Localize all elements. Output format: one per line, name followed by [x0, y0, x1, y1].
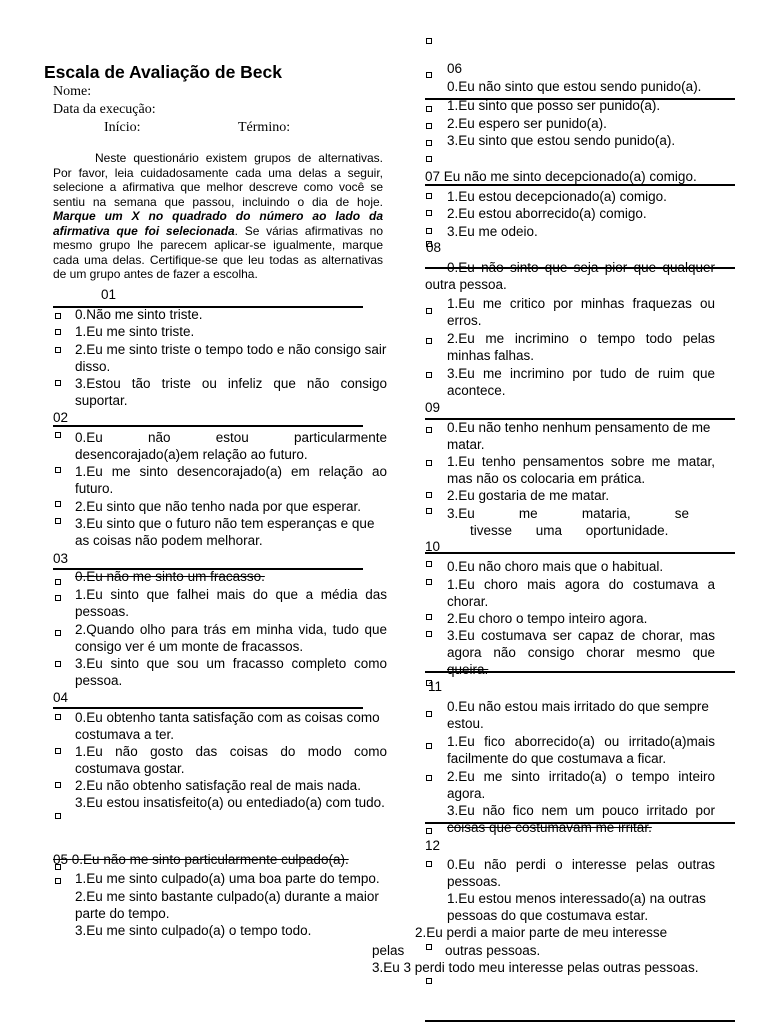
option-10-2: 2.Eu choro o tempo inteiro agora. [447, 611, 648, 626]
group-11-number: 11 [428, 679, 443, 694]
option-07-0-text: Eu não me sinto decepcionado(a) comigo. [443, 169, 697, 184]
group-01-number: 01 [101, 287, 117, 302]
option-10-0: 0.Eu não choro mais que o habitual. [447, 559, 664, 574]
group-05-number: 05 [53, 852, 69, 867]
option-09-3-cont: tivesse uma oportunidade. [470, 523, 669, 538]
name-label: Nome: [53, 84, 92, 99]
option-11-1-cont: facilmente do que costumava a ficar. [447, 751, 667, 766]
checkbox-05-1[interactable] [55, 878, 61, 884]
group-10-number: 10 [425, 539, 441, 554]
checkbox-01-1[interactable] [55, 329, 61, 335]
option-04-0: 0.Eu obtenho tanta satisfação com as coisas como [75, 710, 380, 725]
option-05-2-cont: parte do tempo. [75, 906, 170, 921]
option-02-0: 0.Eu não estou particularmente [75, 430, 387, 445]
option-08-1: 1.Eu me critico por minhas fraquezas ou [447, 296, 715, 311]
option-01-2-cont: disso. [75, 359, 111, 374]
instructions-bold: Marque um X no quadrado do número ao lado da afirmativa que foi selecionada [53, 209, 383, 238]
option-01-3-cont: suportar. [75, 393, 128, 408]
checkbox-06-4[interactable] [426, 156, 432, 162]
divider [425, 671, 735, 673]
divider [425, 184, 735, 186]
option-12-0-cont: pessoas. [447, 874, 502, 889]
checkbox-11-1[interactable] [426, 743, 432, 749]
checkbox-01-2[interactable] [55, 347, 61, 353]
divider [53, 425, 363, 427]
option-09-0: 0.Eu não tenho nenhum pensamento de me [447, 420, 711, 435]
option-12-1-cont: pessoas do que costumava estar. [447, 908, 649, 923]
checkbox-04-2[interactable] [55, 782, 61, 788]
option-01-0: 0.Não me sinto triste. [75, 307, 203, 322]
option-07-0 [425, 169, 697, 185]
checkbox-07-3[interactable] [426, 228, 432, 234]
option-05-0 [53, 852, 349, 868]
checkbox-09-1[interactable] [426, 460, 432, 466]
option-10-1: 1.Eu choro mais agora do costumava a [447, 577, 715, 592]
instructions [53, 151, 383, 282]
option-02-2: 2.Eu sinto que não tenho nada por que esperar. [75, 499, 361, 514]
option-09-3: 3.Eu me mataria, se [447, 506, 689, 521]
group-12-number: 12 [425, 838, 441, 853]
option-03-1: 1.Eu sinto que falhei mais do que a média das [75, 587, 387, 602]
option-04-2: 2.Eu não obtenho satisfação real de mais nada. [75, 778, 361, 793]
checkbox-10-3[interactable] [426, 631, 432, 637]
checkbox-03-1[interactable] [55, 595, 61, 601]
instructions-text: Neste questionário existem grupos de alternativas. Por favor, leia cuidadosamente cada uma delas a seguir, selecione a afirmativa que melhor descreve como você se sentiu na semana que passou, incluindo o dia de hoje. [53, 151, 383, 209]
group-09-number: 09 [425, 400, 441, 415]
option-11-0: 0.Eu não estou mais irritado do que sempre [447, 699, 709, 714]
checkbox-11-0[interactable] [426, 711, 432, 717]
checkbox-05-0[interactable] [55, 864, 61, 870]
option-11-3-cont: coisas que costumavam me irritar. [447, 820, 652, 835]
option-08-3: 3.Eu me incrimino por tudo de ruim que [447, 366, 715, 381]
option-03-1-cont: pessoas. [75, 604, 130, 619]
checkbox-06-3[interactable] [426, 140, 432, 146]
option-04-1: 1.Eu não gosto das coisas do modo como [75, 744, 387, 759]
checkbox-03-3[interactable] [55, 661, 61, 667]
option-12-3: 3.Eu 3 perdi todo meu interesse pelas outras pessoas. [372, 960, 699, 975]
checkbox-03-2[interactable] [55, 630, 61, 636]
checkbox-07-2[interactable] [426, 210, 432, 216]
end-label: Término: [238, 120, 291, 135]
date-label: Data da execução: [53, 102, 156, 117]
checkbox-12-0[interactable] [426, 861, 432, 867]
option-03-2: 2.Quando olho para trás em minha vida, tudo que [75, 622, 387, 637]
checkbox-04-3[interactable] [55, 813, 61, 819]
checkbox-06-1[interactable] [426, 106, 432, 112]
option-01-1: 1.Eu me sinto triste. [75, 324, 195, 339]
option-12-2-cont: pelas [372, 943, 405, 958]
option-08-0: 0.Eu não sinto que seja pior que qualquer [447, 260, 715, 275]
checkbox-06-2[interactable] [426, 123, 432, 129]
option-05-2: 2.Eu me sinto bastante culpado(a) durante a maior [75, 889, 379, 904]
checkbox-12-2[interactable] [426, 944, 432, 950]
option-10-3-cont2: queira. [447, 662, 489, 677]
checkbox-12-3[interactable] [426, 978, 432, 984]
option-06-3: 3.Eu sinto que estou sendo punido(a). [447, 133, 676, 148]
option-12-2: 2.Eu perdi a maior parte de meu interesse [415, 925, 668, 940]
option-06-2: 2.Eu espero ser punido(a). [447, 116, 607, 131]
option-08-0-cont: outra pessoa. [425, 277, 507, 292]
checkbox-11-3[interactable] [426, 828, 432, 834]
option-09-2: 2.Eu gostaria de me matar. [447, 488, 610, 503]
option-04-0-cont: costumava a ter. [75, 727, 175, 742]
divider [425, 1020, 735, 1022]
checkbox-04-0[interactable] [55, 714, 61, 720]
option-08-1-cont: erros. [447, 313, 482, 328]
option-01-2: 2.Eu me sinto triste o tempo todo e não consigo sair [75, 342, 387, 357]
checkbox-10-0[interactable] [426, 561, 432, 567]
checkbox-10-1[interactable] [426, 579, 432, 585]
option-11-3: 3.Eu não fico nem um pouco irritado por [447, 803, 715, 818]
divider [425, 822, 735, 824]
checkbox-08-2[interactable] [426, 338, 432, 344]
group-02-number: 02 [53, 410, 69, 425]
option-03-3: 3.Eu sinto que sou um fracasso completo como [75, 656, 387, 671]
checkbox-02-0[interactable] [55, 432, 61, 438]
option-09-0-cont: matar. [447, 437, 485, 452]
group-03-number: 03 [53, 551, 69, 566]
checkbox-02-3[interactable] [55, 518, 61, 524]
checkbox-03-0[interactable] [55, 579, 61, 585]
option-05-1: 1.Eu me sinto culpado(a) uma boa parte do tempo. [75, 871, 380, 886]
option-09-1: 1.Eu tenho pensamentos sobre me matar, [447, 454, 715, 469]
option-02-1-cont: futuro. [75, 481, 114, 496]
checkbox-02-2[interactable] [55, 501, 61, 507]
option-03-3-cont: pessoa. [75, 673, 123, 688]
option-11-2: 2.Eu me sinto irritado(a) o tempo inteiro [447, 769, 715, 784]
checkbox-09-2[interactable] [426, 492, 432, 498]
checkbox-08-3[interactable] [426, 372, 432, 378]
group-04-number: 04 [53, 690, 69, 705]
option-10-3: 3.Eu costumava ser capaz de chorar, mas [447, 628, 715, 643]
checkbox-09-0[interactable] [426, 427, 432, 433]
option-02-3: 3.Eu sinto que o futuro não tem esperanças e que [75, 516, 375, 531]
option-02-0-cont: desencorajado(a)em relação ao futuro. [75, 447, 308, 462]
option-12-1: 1.Eu estou menos interessado(a) na outras [447, 891, 706, 906]
option-01-3: 3.Estou tão triste ou infeliz que não consigo [75, 376, 387, 391]
option-02-3-cont: as coisas não podem melhorar. [75, 533, 263, 548]
divider [425, 552, 735, 554]
option-12-0: 0.Eu não perdi o interesse pelas outras [447, 857, 715, 872]
start-label: Início: [104, 120, 141, 135]
option-09-1-cont: mas não os colocaria em prática. [447, 471, 646, 486]
option-10-3-cont: agora não consigo chorar mesmo que [447, 645, 715, 660]
option-07-3: 3.Eu me odeio. [447, 224, 538, 239]
option-04-3: 3.Eu estou insatisfeito(a) ou entediado(a) com tudo. [75, 795, 385, 810]
group-08-number: 08 [426, 240, 442, 255]
instructions-text-2: . Se várias afirmativas no mesmo grupo lhe parecem aplicar-se igualmente, marque cada uma delas. Certifique-se que leu todas as alternativas de um grupo antes de fazer a escolha. [53, 223, 383, 281]
checkbox-11-2[interactable] [426, 775, 432, 781]
checkbox-01-0[interactable] [55, 313, 61, 319]
divider [53, 707, 363, 709]
option-08-2-cont: minhas falhas. [447, 348, 535, 363]
checkbox-10-2[interactable] [426, 614, 432, 620]
group-07-number: 07 [425, 169, 441, 184]
option-11-1: 1.Eu fico aborrecido(a) ou irritado(a)mais [447, 734, 715, 749]
checkbox-02-1[interactable] [55, 467, 61, 473]
option-07-1: 1.Eu estou decepcionado(a) comigo. [447, 189, 667, 204]
option-03-0: 0.Eu não me sinto um fracasso. [75, 569, 265, 584]
checkbox-06-0[interactable] [426, 72, 432, 78]
option-11-0-cont: estou. [447, 716, 484, 731]
option-06-1: 1.Eu sinto que posso ser punido(a). [447, 98, 661, 113]
option-06-0: 0.Eu não sinto que estou sendo punido(a). [447, 79, 702, 94]
option-12-2-cont2: outras pessoas. [445, 943, 541, 958]
checkbox-08-1[interactable] [426, 308, 432, 314]
checkbox-07-1[interactable] [426, 193, 432, 199]
option-05-3: 3.Eu me sinto culpado(a) o tempo todo. [75, 923, 312, 938]
option-10-1-cont: chorar. [447, 594, 489, 609]
option-04-1-cont: costumava gostar. [75, 761, 185, 776]
option-02-1: 1.Eu me sinto desencorajado(a) em relação ao [75, 464, 387, 479]
checkbox-01-3[interactable] [55, 380, 61, 386]
option-07-2: 2.Eu estou aborrecido(a) comigo. [447, 206, 647, 221]
page-title: Escala de Avaliação de Beck [44, 62, 283, 82]
option-11-2-cont: agora. [447, 786, 486, 801]
option-05-0-text: 0.Eu não me sinto particularmente culpado(a). [71, 852, 349, 867]
checkbox-04-1[interactable] [55, 748, 61, 754]
checkbox-09-3[interactable] [426, 508, 432, 514]
option-03-2-cont: consigo ver é um monte de fracassos. [75, 639, 304, 654]
group-06-number: 06 [447, 61, 463, 76]
checkbox-top[interactable] [426, 38, 432, 44]
option-08-3-cont: acontece. [447, 383, 506, 398]
option-08-2: 2.Eu me incrimino o tempo todo pelas [447, 331, 715, 346]
